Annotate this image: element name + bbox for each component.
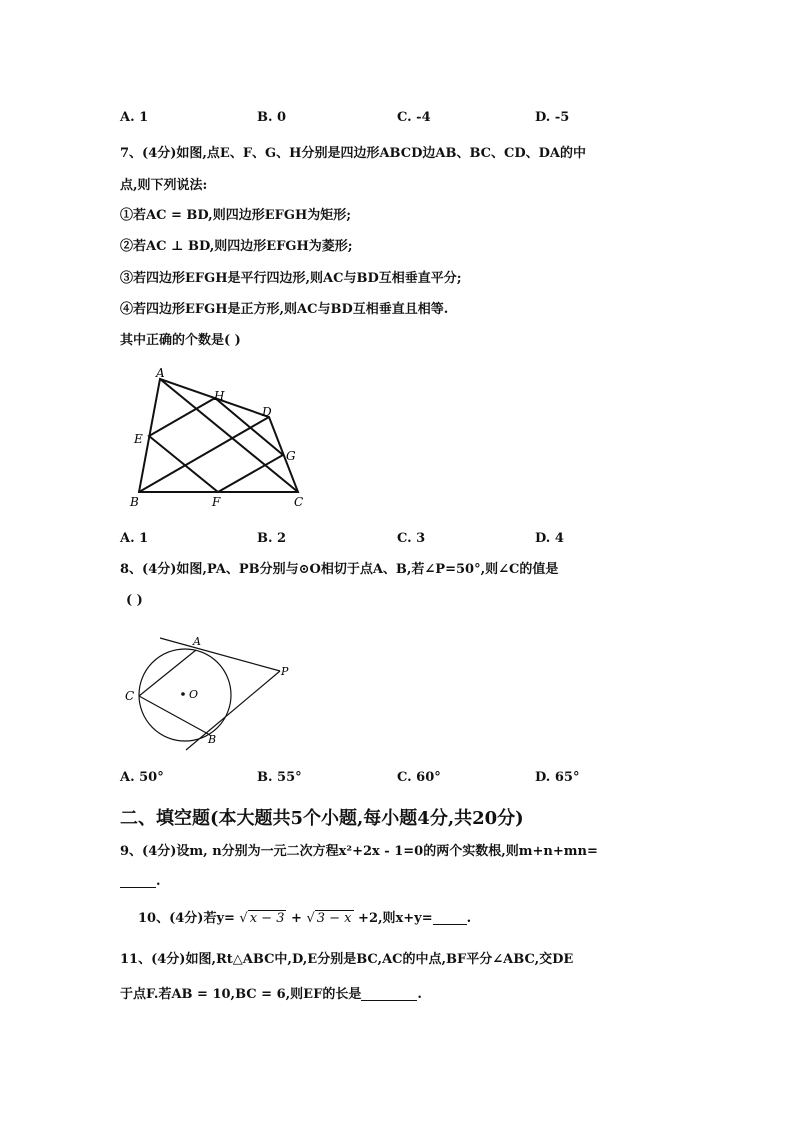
chord-cb: [139, 696, 210, 735]
label-d: D: [262, 405, 272, 419]
circle-o: [139, 649, 231, 741]
q11-answer-blank[interactable]: [361, 988, 417, 1001]
diagonal-ac: [160, 379, 298, 492]
label-a: A: [156, 366, 165, 380]
label-f: F: [212, 495, 221, 509]
q7-option-d[interactable]: D. 4: [535, 531, 564, 546]
label-e: E: [134, 432, 143, 446]
center-point: [181, 692, 185, 696]
q10-radicand-2: 3 − x: [316, 911, 352, 926]
q8-stem-line2: ( ): [126, 593, 143, 608]
q8-stem-line1: 8、(4分)如图,PA、PB分别与⊙O相切于点A、B,若∠P=50°,则∠C的值是: [120, 562, 559, 577]
q8-circle-tangent-figure: [120, 630, 300, 754]
q11-tail: .: [417, 987, 422, 1002]
label-b: B: [208, 733, 217, 746]
q8-option-d[interactable]: D. 65°: [535, 770, 580, 785]
q7-option-b[interactable]: B. 2: [257, 531, 287, 546]
q7-statement-4: ④若四边形EFGH是正方形,则AC与BD互相垂直且相等.: [120, 302, 449, 317]
q7-option-c[interactable]: C. 3: [397, 531, 426, 546]
chord-ca: [139, 650, 196, 696]
q7-stem-line1: 7、(4分)如图,点E、F、G、H分别是四边形ABCD边AB、BC、CD、DA的中: [120, 146, 587, 161]
label-c: C: [294, 495, 304, 509]
q9-answer-line: [120, 875, 161, 888]
q11-stem-line2: [120, 988, 422, 1001]
label-a: A: [193, 635, 201, 648]
q10-tail: .: [466, 911, 472, 926]
label-p: P: [281, 665, 289, 678]
q9-tail: .: [156, 874, 161, 889]
q7-question: 其中正确的个数是( ): [120, 333, 241, 348]
label-b: B: [130, 495, 139, 509]
q7-statement-1: ①若AC = BD,则四边形EFGH为矩形;: [120, 208, 352, 223]
tangent-pb: [186, 671, 280, 750]
q7-options: [0, 531, 794, 547]
q6-option-b[interactable]: B. 0: [257, 110, 287, 125]
q11-stem-line1: 11、(4分)如图,Rt△ABC中,D,E分别是BC,AC的中点,BF平分∠ABC,交DE: [120, 952, 574, 967]
q8-options: [0, 770, 794, 786]
q6-option-a[interactable]: A. 1: [120, 110, 149, 125]
q7-statement-2: ②若AC ⊥ BD,则四边形EFGH为菱形;: [120, 239, 353, 254]
q6-option-c[interactable]: C. -4: [397, 110, 431, 125]
q7-quadrilateral-figure: [120, 366, 320, 512]
q8-option-a[interactable]: A. 50°: [120, 770, 164, 785]
q9-answer-blank[interactable]: [120, 875, 156, 888]
q10-prefix: 10、(4分)若y=: [138, 911, 235, 926]
label-c: C: [125, 689, 135, 703]
q10-radical-1: √ x − 3: [239, 911, 285, 926]
q6-option-d[interactable]: D. -5: [535, 110, 570, 125]
label-o: O: [189, 688, 199, 701]
q10-suffix: +2,则x+y=: [358, 911, 433, 926]
q9-stem-line1: 9、(4分)设m, n分别为一元二次方程x²+2x - 1=0的两个实数根,则m+n+mn=: [120, 844, 598, 859]
section-heading-fill-in: 二、填空题(本大题共5个小题,每小题4分,共20分): [120, 808, 524, 829]
label-h: H: [214, 389, 225, 403]
q10-answer-blank[interactable]: [433, 912, 467, 925]
q10-radicand-1: x − 3: [249, 911, 285, 926]
q7-option-a[interactable]: A. 1: [120, 531, 149, 546]
q11-line2-text: 于点F.若AB = 10,BC = 6,则EF的长是: [120, 987, 362, 1002]
label-g: G: [286, 449, 296, 463]
q6-options: [0, 110, 794, 126]
q10-radical-2: √ 3 − x: [306, 911, 352, 926]
q8-option-c[interactable]: C. 60°: [397, 770, 441, 785]
q8-option-b[interactable]: B. 55°: [257, 770, 302, 785]
q7-stem-line2: 点,则下列说法:: [120, 178, 208, 193]
q10-stem: [138, 912, 471, 925]
q7-statement-3: ③若四边形EFGH是平行四边形,则AC与BD互相垂直平分;: [120, 271, 462, 286]
q10-plus: +: [291, 911, 302, 926]
